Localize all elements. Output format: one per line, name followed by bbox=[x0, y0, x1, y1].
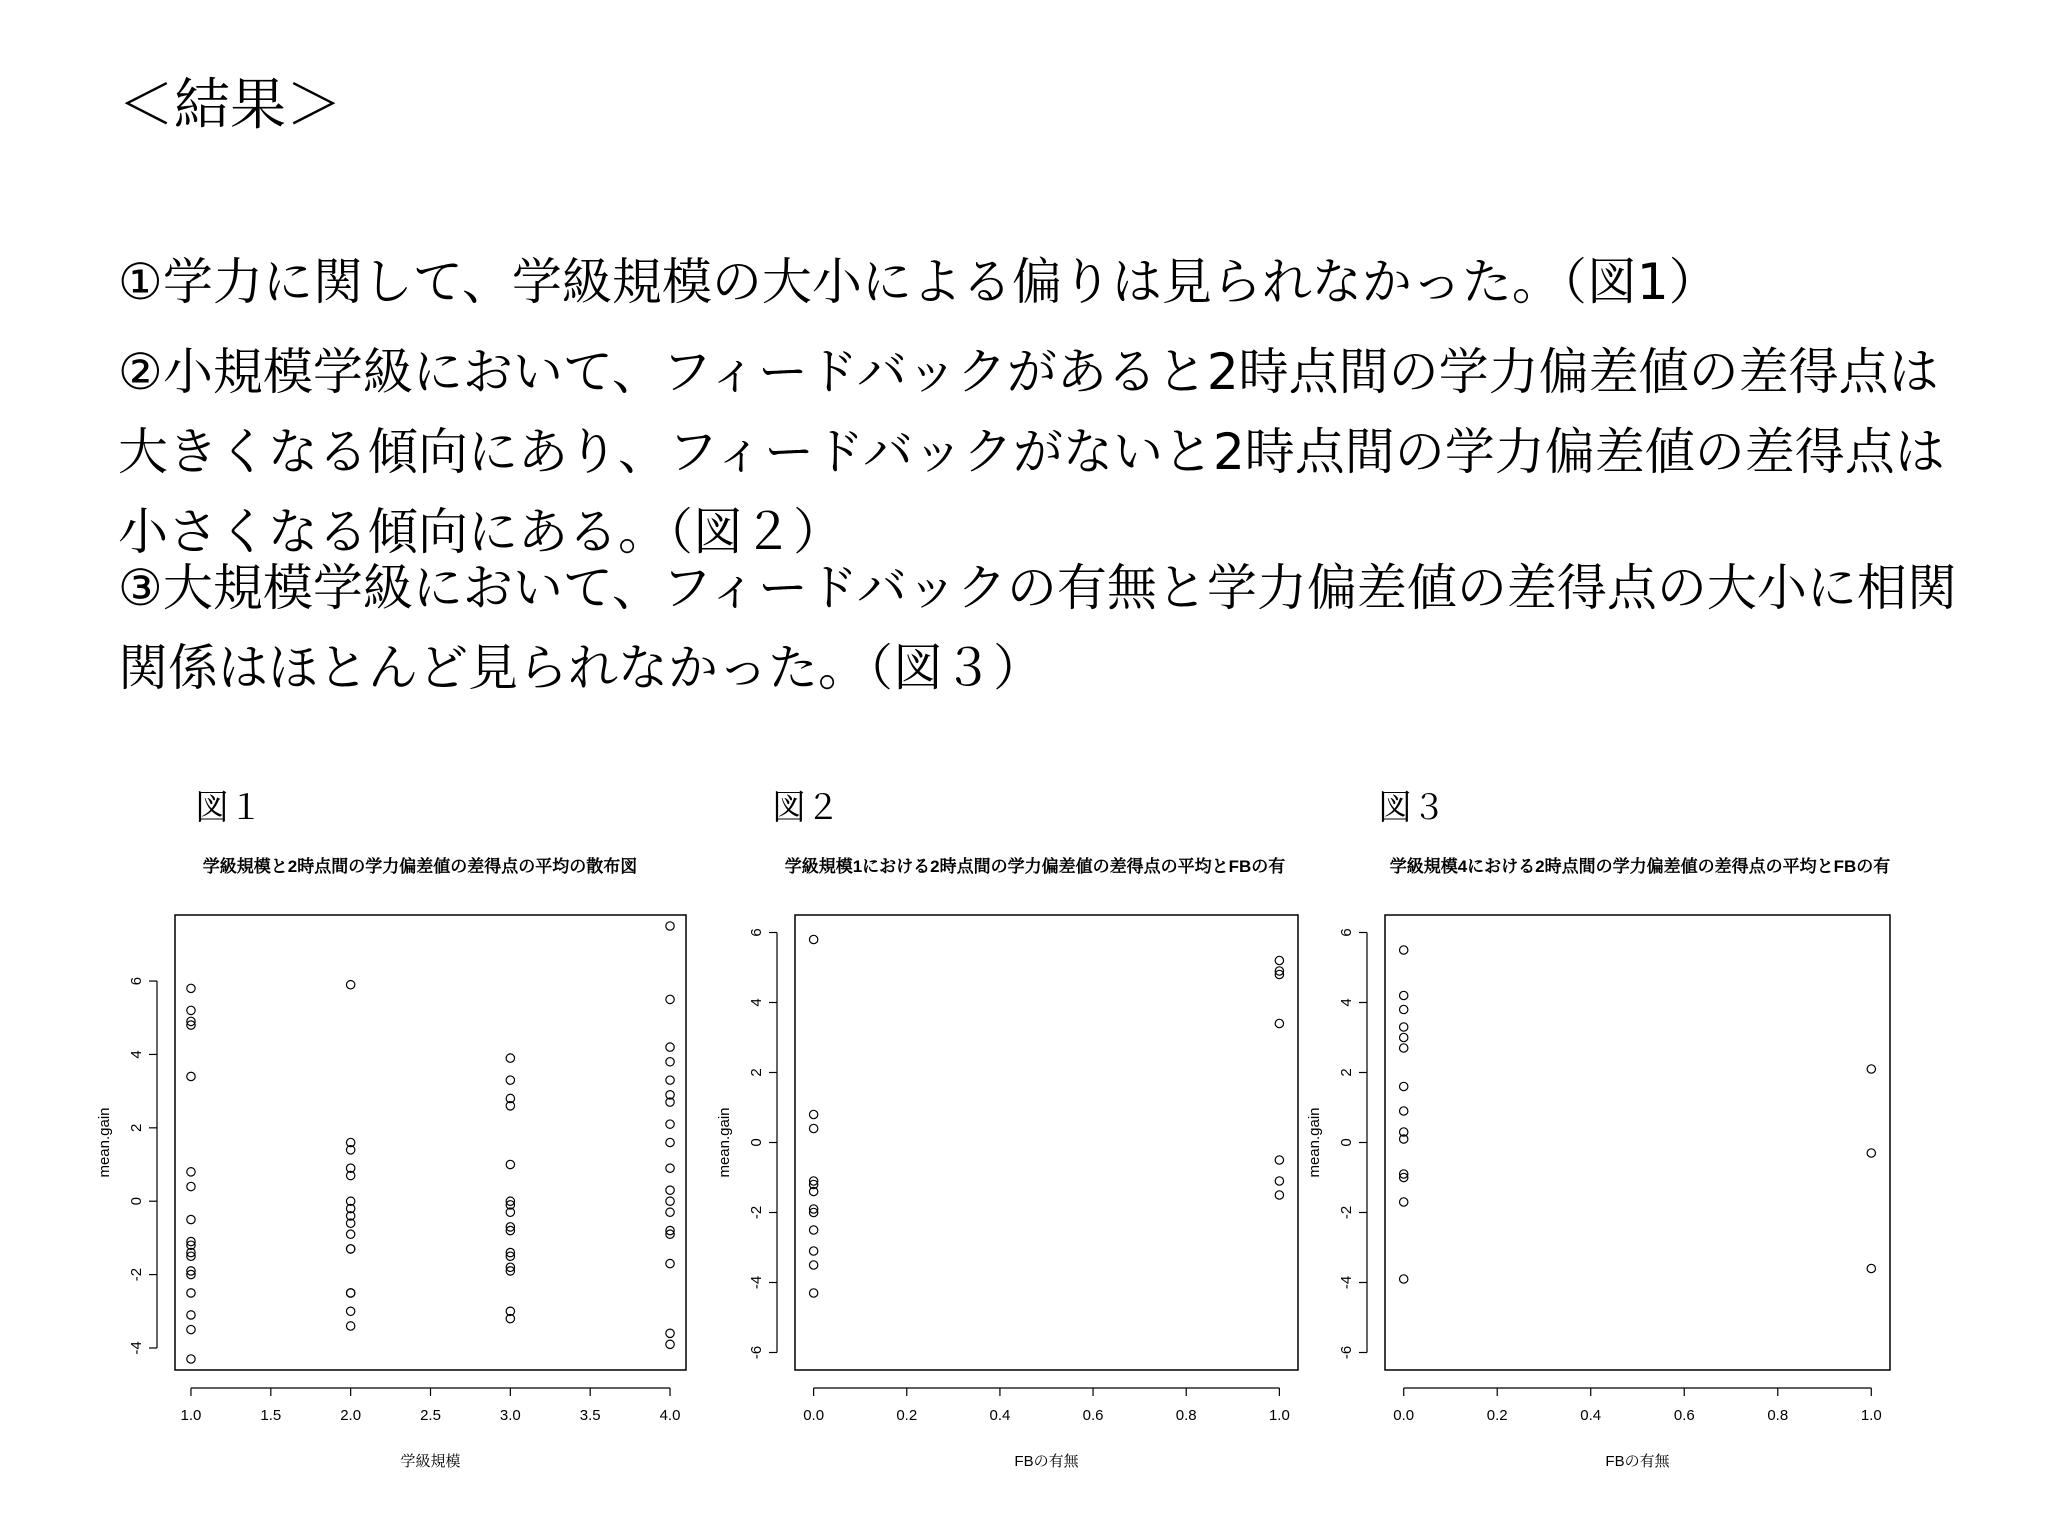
y-tick-label: 6 bbox=[1338, 928, 1355, 937]
data-point bbox=[187, 1168, 195, 1176]
x-tick-label: 2.5 bbox=[420, 1407, 441, 1424]
y-tick-label: 0 bbox=[128, 1197, 145, 1206]
data-point bbox=[187, 1355, 195, 1363]
data-point bbox=[1275, 1156, 1283, 1164]
y-tick-label: 4 bbox=[748, 998, 765, 1007]
y-tick-label: 4 bbox=[1338, 998, 1355, 1007]
y-tick-label: -6 bbox=[748, 1345, 765, 1360]
result-point-2: ②小規模学級において、フィードバックがあると2時点間の学力偏差値の差得点は大きくなる傾向にあり、フィードバックがないと2時点間の学力偏差値の差得点は小さくなる傾向にある。（図２） bbox=[118, 343, 1945, 561]
data-point bbox=[666, 1164, 674, 1172]
data-point bbox=[187, 1311, 195, 1319]
y-tick-label: -6 bbox=[1338, 1345, 1355, 1360]
x-tick-label: 2.0 bbox=[340, 1407, 362, 1424]
y-tick-label: 2 bbox=[1338, 1068, 1355, 1077]
data-point bbox=[809, 1110, 817, 1118]
y-tick-label: 0 bbox=[1338, 1138, 1355, 1147]
y-tick-label: 0 bbox=[748, 1138, 765, 1147]
data-point bbox=[666, 1208, 674, 1216]
y-tick-label: -4 bbox=[128, 1341, 145, 1355]
y-tick-label: 2 bbox=[128, 1123, 145, 1132]
data-point bbox=[346, 1289, 354, 1297]
data-point bbox=[666, 995, 674, 1003]
data-point bbox=[666, 1058, 674, 1066]
x-tick-label: 1.0 bbox=[180, 1407, 202, 1424]
data-point bbox=[187, 1006, 195, 1014]
data-point bbox=[1400, 1107, 1408, 1115]
data-point bbox=[1400, 1033, 1408, 1041]
y-tick-label: -4 bbox=[748, 1275, 765, 1290]
result-point-1: ①学力に関して、学級規模の大小による偏りは見られなかった。（図1） bbox=[118, 253, 1719, 311]
plot-frame bbox=[795, 915, 1298, 1370]
x-axis-label: FBの有無 bbox=[1014, 1453, 1079, 1470]
data-point bbox=[187, 1182, 195, 1190]
plot-frame bbox=[175, 915, 686, 1370]
x-tick-label: 0.6 bbox=[1673, 1407, 1695, 1424]
chart-title: 学級規模4における2時点間の学力偏差値の差得点の平均とFBの有 bbox=[1389, 857, 1891, 876]
x-tick-label: 0.8 bbox=[1767, 1407, 1789, 1424]
slide-heading: ＜結果＞ bbox=[118, 73, 342, 138]
data-point bbox=[666, 1186, 674, 1194]
data-point bbox=[1400, 1023, 1408, 1031]
x-tick-label: 3.5 bbox=[579, 1407, 601, 1424]
x-tick-label: 0.0 bbox=[803, 1407, 825, 1424]
x-tick-label: 0.0 bbox=[1393, 1407, 1415, 1424]
y-tick-label: 2 bbox=[748, 1068, 765, 1077]
y-tick-label: 4 bbox=[128, 1050, 145, 1059]
data-point bbox=[346, 1322, 354, 1330]
data-point bbox=[506, 1054, 514, 1062]
result-point-3: ③大規模学級において、フィードバックの有無と学力偏差値の差得点の大小に相関関係はほとんど見られなかった。（図３） bbox=[118, 559, 1957, 697]
y-tick-label: 6 bbox=[128, 976, 145, 986]
y-tick-label: 6 bbox=[748, 928, 765, 937]
data-point bbox=[666, 1120, 674, 1128]
data-point bbox=[666, 1329, 674, 1337]
data-point bbox=[187, 1215, 195, 1223]
y-tick-label: -2 bbox=[1338, 1205, 1355, 1220]
data-point bbox=[1400, 1082, 1408, 1090]
x-axis-label: 学級規模 bbox=[400, 1453, 461, 1470]
x-tick-label: 0.2 bbox=[896, 1407, 918, 1424]
scatter-plot-class-size-1-fb bbox=[716, 850, 1355, 1470]
data-point bbox=[666, 1340, 674, 1348]
data-point bbox=[666, 922, 674, 930]
x-tick-label: 0.4 bbox=[989, 1407, 1011, 1424]
x-tick-label: 1.5 bbox=[260, 1407, 282, 1424]
y-tick-label: -2 bbox=[128, 1267, 145, 1282]
plot-frame bbox=[1385, 915, 1890, 1370]
data-point bbox=[506, 1076, 514, 1084]
y-tick-label: -2 bbox=[748, 1205, 765, 1220]
data-point bbox=[666, 1076, 674, 1084]
chart-title: 学級規模と2時点間の学力偏差値の差得点の平均の散布図 bbox=[202, 857, 638, 876]
x-tick-label: 3.0 bbox=[499, 1407, 521, 1424]
x-tick-label: 1.0 bbox=[1860, 1407, 1882, 1424]
x-tick-label: 0.8 bbox=[1175, 1407, 1197, 1424]
data-point bbox=[1275, 956, 1283, 964]
x-tick-label: 4.0 bbox=[659, 1407, 681, 1424]
data-point bbox=[346, 1230, 354, 1238]
data-point bbox=[1275, 1019, 1283, 1027]
data-point bbox=[187, 984, 195, 992]
data-point bbox=[666, 1197, 674, 1205]
data-point bbox=[809, 1261, 817, 1269]
data-point bbox=[1867, 1149, 1875, 1157]
data-point bbox=[1400, 1275, 1408, 1283]
data-point bbox=[346, 1245, 354, 1253]
data-point bbox=[809, 1124, 817, 1132]
x-tick-label: 0.6 bbox=[1082, 1407, 1104, 1424]
figure-1-label: 図１ bbox=[195, 788, 263, 828]
data-point bbox=[1400, 1005, 1408, 1013]
x-axis-label: FBの有無 bbox=[1605, 1453, 1670, 1470]
data-point bbox=[809, 1226, 817, 1234]
data-point bbox=[1400, 1044, 1408, 1052]
scatter-plot-class-size bbox=[90, 850, 710, 1470]
data-point bbox=[809, 1247, 817, 1255]
data-point bbox=[187, 1072, 195, 1080]
x-tick-label: 0.2 bbox=[1486, 1407, 1508, 1424]
data-point bbox=[1275, 1191, 1283, 1199]
x-tick-label: 0.4 bbox=[1580, 1407, 1602, 1424]
data-point bbox=[506, 1160, 514, 1168]
y-tick-label: -4 bbox=[1338, 1275, 1355, 1290]
data-point bbox=[187, 1325, 195, 1333]
data-point bbox=[187, 1289, 195, 1297]
data-point bbox=[1400, 946, 1408, 954]
data-point bbox=[1400, 991, 1408, 999]
data-point bbox=[1867, 1264, 1875, 1272]
figure-2-label: 図２ bbox=[772, 788, 840, 828]
y-axis-label: mean.gain bbox=[1306, 1107, 1323, 1178]
data-point bbox=[1867, 1065, 1875, 1073]
x-tick-label: 1.0 bbox=[1268, 1407, 1290, 1424]
data-point bbox=[666, 1043, 674, 1051]
data-point bbox=[1275, 1177, 1283, 1185]
data-point bbox=[666, 1259, 674, 1267]
data-point bbox=[346, 981, 354, 989]
data-point bbox=[346, 1307, 354, 1315]
y-axis-label: mean.gain bbox=[96, 1107, 113, 1178]
data-point bbox=[809, 1289, 817, 1297]
y-axis-label: mean.gain bbox=[716, 1107, 733, 1178]
data-point bbox=[666, 1138, 674, 1146]
figure-3-label: 図３ bbox=[1378, 788, 1446, 828]
data-point bbox=[809, 935, 817, 943]
data-point bbox=[1400, 1198, 1408, 1206]
chart-title: 学級規模1における2時点間の学力偏差値の差得点の平均とFBの有 bbox=[784, 857, 1286, 876]
scatter-plot-class-size-4-fb bbox=[1306, 850, 1950, 1470]
